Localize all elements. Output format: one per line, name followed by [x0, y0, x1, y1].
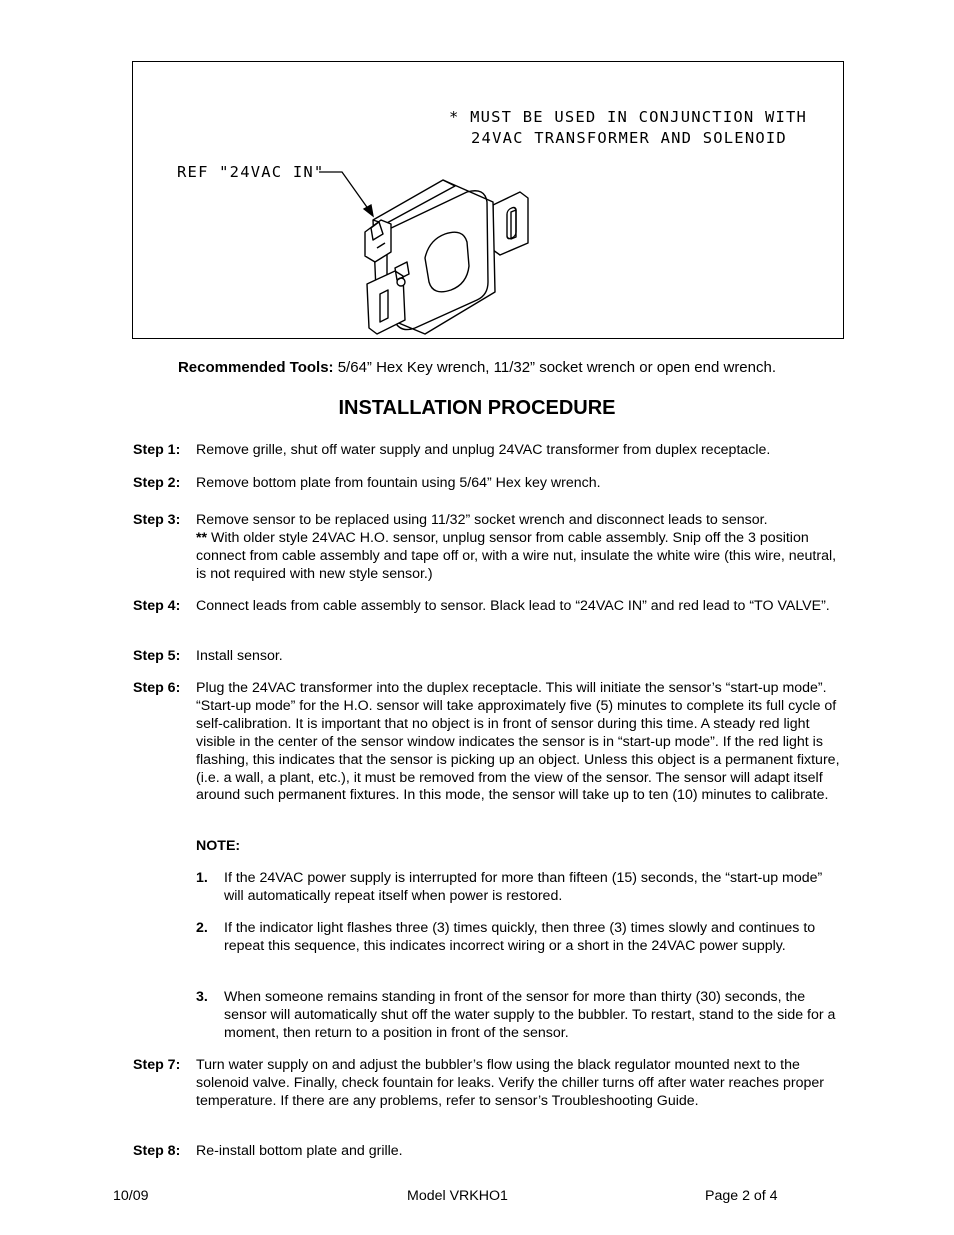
step-4 [133, 598, 845, 616]
leader-arrow [319, 172, 373, 216]
step-label: Step 8: [133, 1143, 181, 1159]
note-item-number: 1. [196, 870, 208, 886]
page-title: INSTALLATION PROCEDURE [338, 397, 616, 419]
note-item-1 [196, 870, 841, 906]
tools-text: 5/64” Hex Key wrench, 11/32” socket wrench or open end wrench. [333, 359, 777, 376]
note-item-number: 3. [196, 989, 208, 1005]
step-extra-marker: ** [196, 529, 208, 546]
step-label: Step 2: [133, 475, 181, 491]
step-text: Re-install bottom plate and grille. [196, 1143, 403, 1159]
sensor-drawing-icon [133, 62, 845, 340]
step-5 [133, 648, 845, 666]
step-text: Remove sensor to be replaced using 11/32” socket wrench and disconnect leads to sensor. [196, 512, 768, 528]
step-text: Connect leads from cable assembly to sensor. Black lead to “24VAC IN” and red lead to “TO VALVE”. [196, 598, 830, 614]
step-label: Step 7: [133, 1057, 181, 1073]
note-item-text: When someone remains standing in front of the sensor for more than thirty (30) seconds, the sensor will automatically shut off the water supply to the bubbler. To restart, stand to the side for a moment, then return to a position in front of the sensor. [224, 989, 836, 1041]
step-3 [133, 512, 845, 584]
sensor-body [365, 180, 528, 334]
note-item-text: If the indicator light flashes three (3) times quickly, then three (3) times slowly and continues to repeat this sequence, this indicates incorrect wiring or a short in the 24VAC power supply. [224, 920, 816, 954]
note-item-2 [196, 920, 841, 956]
figure-note-line1: * MUST BE USED IN CONJUNCTION WITH [449, 108, 808, 126]
step-label: Step 1: [133, 442, 181, 458]
step-1 [133, 442, 845, 460]
footer-page-number: Page 2 of 4 [705, 1188, 778, 1204]
step-2 [133, 475, 845, 493]
step-label: Step 3: [133, 512, 181, 528]
figure-note-line2: 24VAC TRANSFORMER AND SOLENOID [471, 129, 787, 147]
step-label: Step 4: [133, 598, 181, 614]
step-text: Remove grille, shut off water supply and unplug 24VAC transformer from duplex receptacle. [196, 442, 771, 458]
step-label: Step 6: [133, 680, 181, 696]
note-item-3 [196, 989, 841, 1043]
note-item-text: If the 24VAC power supply is interrupted for more than fifteen (15) seconds, the “start-up mode” will automatically repeat itself when power is restored. [224, 870, 823, 904]
step-label: Step 5: [133, 648, 181, 664]
step-text: Turn water supply on and adjust the bubbler’s flow using the black regulator mounted next to the solenoid valve. Finally, check fountain for leaks. Verify the chiller turns off after water reaches proper temperature. If there are any problems, refer to sensor’s Troubleshooting Guide. [196, 1057, 824, 1109]
step-7 [133, 1057, 845, 1111]
tools-label: Recommended Tools: [177, 359, 334, 376]
footer-model: Model VRKHO1 [407, 1188, 508, 1204]
step-8 [133, 1143, 845, 1161]
step-text: Install sensor. [196, 648, 283, 664]
recommended-tools [0, 359, 954, 376]
sensor-figure [132, 61, 844, 339]
figure-ref-label: REF "24VAC IN" [177, 163, 325, 181]
step-extra-text: With older style 24VAC H.O. sensor, unplug sensor from cable assembly. Snip off the 3 position connect from cable assembly and tape off or, with a wire nut, insulate the white wire (this wire, neutral, is not required with new style sensor.) [196, 529, 837, 582]
step-6 [133, 680, 845, 805]
step-text: Remove bottom plate from fountain using 5/64” Hex key wrench. [196, 475, 601, 491]
step-text: Plug the 24VAC transformer into the duplex receptacle. This will initiate the sensor’s “start-up mode”. “Start-up mode” for the H.O. sensor will take approximately five (5) minutes to complete its full cycle of self-calibration. It is important that no object is in front of sensor during this time. A steady red light visible in the center of the sensor window indicates the sensor is in “start-up mode”. If the red light is flashing, this indicates that the sensor is picking up an object. Unless this object is a permanent fixture, (i.e. a wall, a plant, etc.), it must be removed from the view of the sensor. The sensor will adapt itself around such permanent fixtures. In this mode, the sensor will take up to ten (10) minutes to calibrate. [196, 680, 840, 804]
footer-date: 10/09 [113, 1188, 149, 1204]
note-item-number: 2. [196, 920, 208, 936]
note-title: NOTE: [196, 838, 241, 854]
